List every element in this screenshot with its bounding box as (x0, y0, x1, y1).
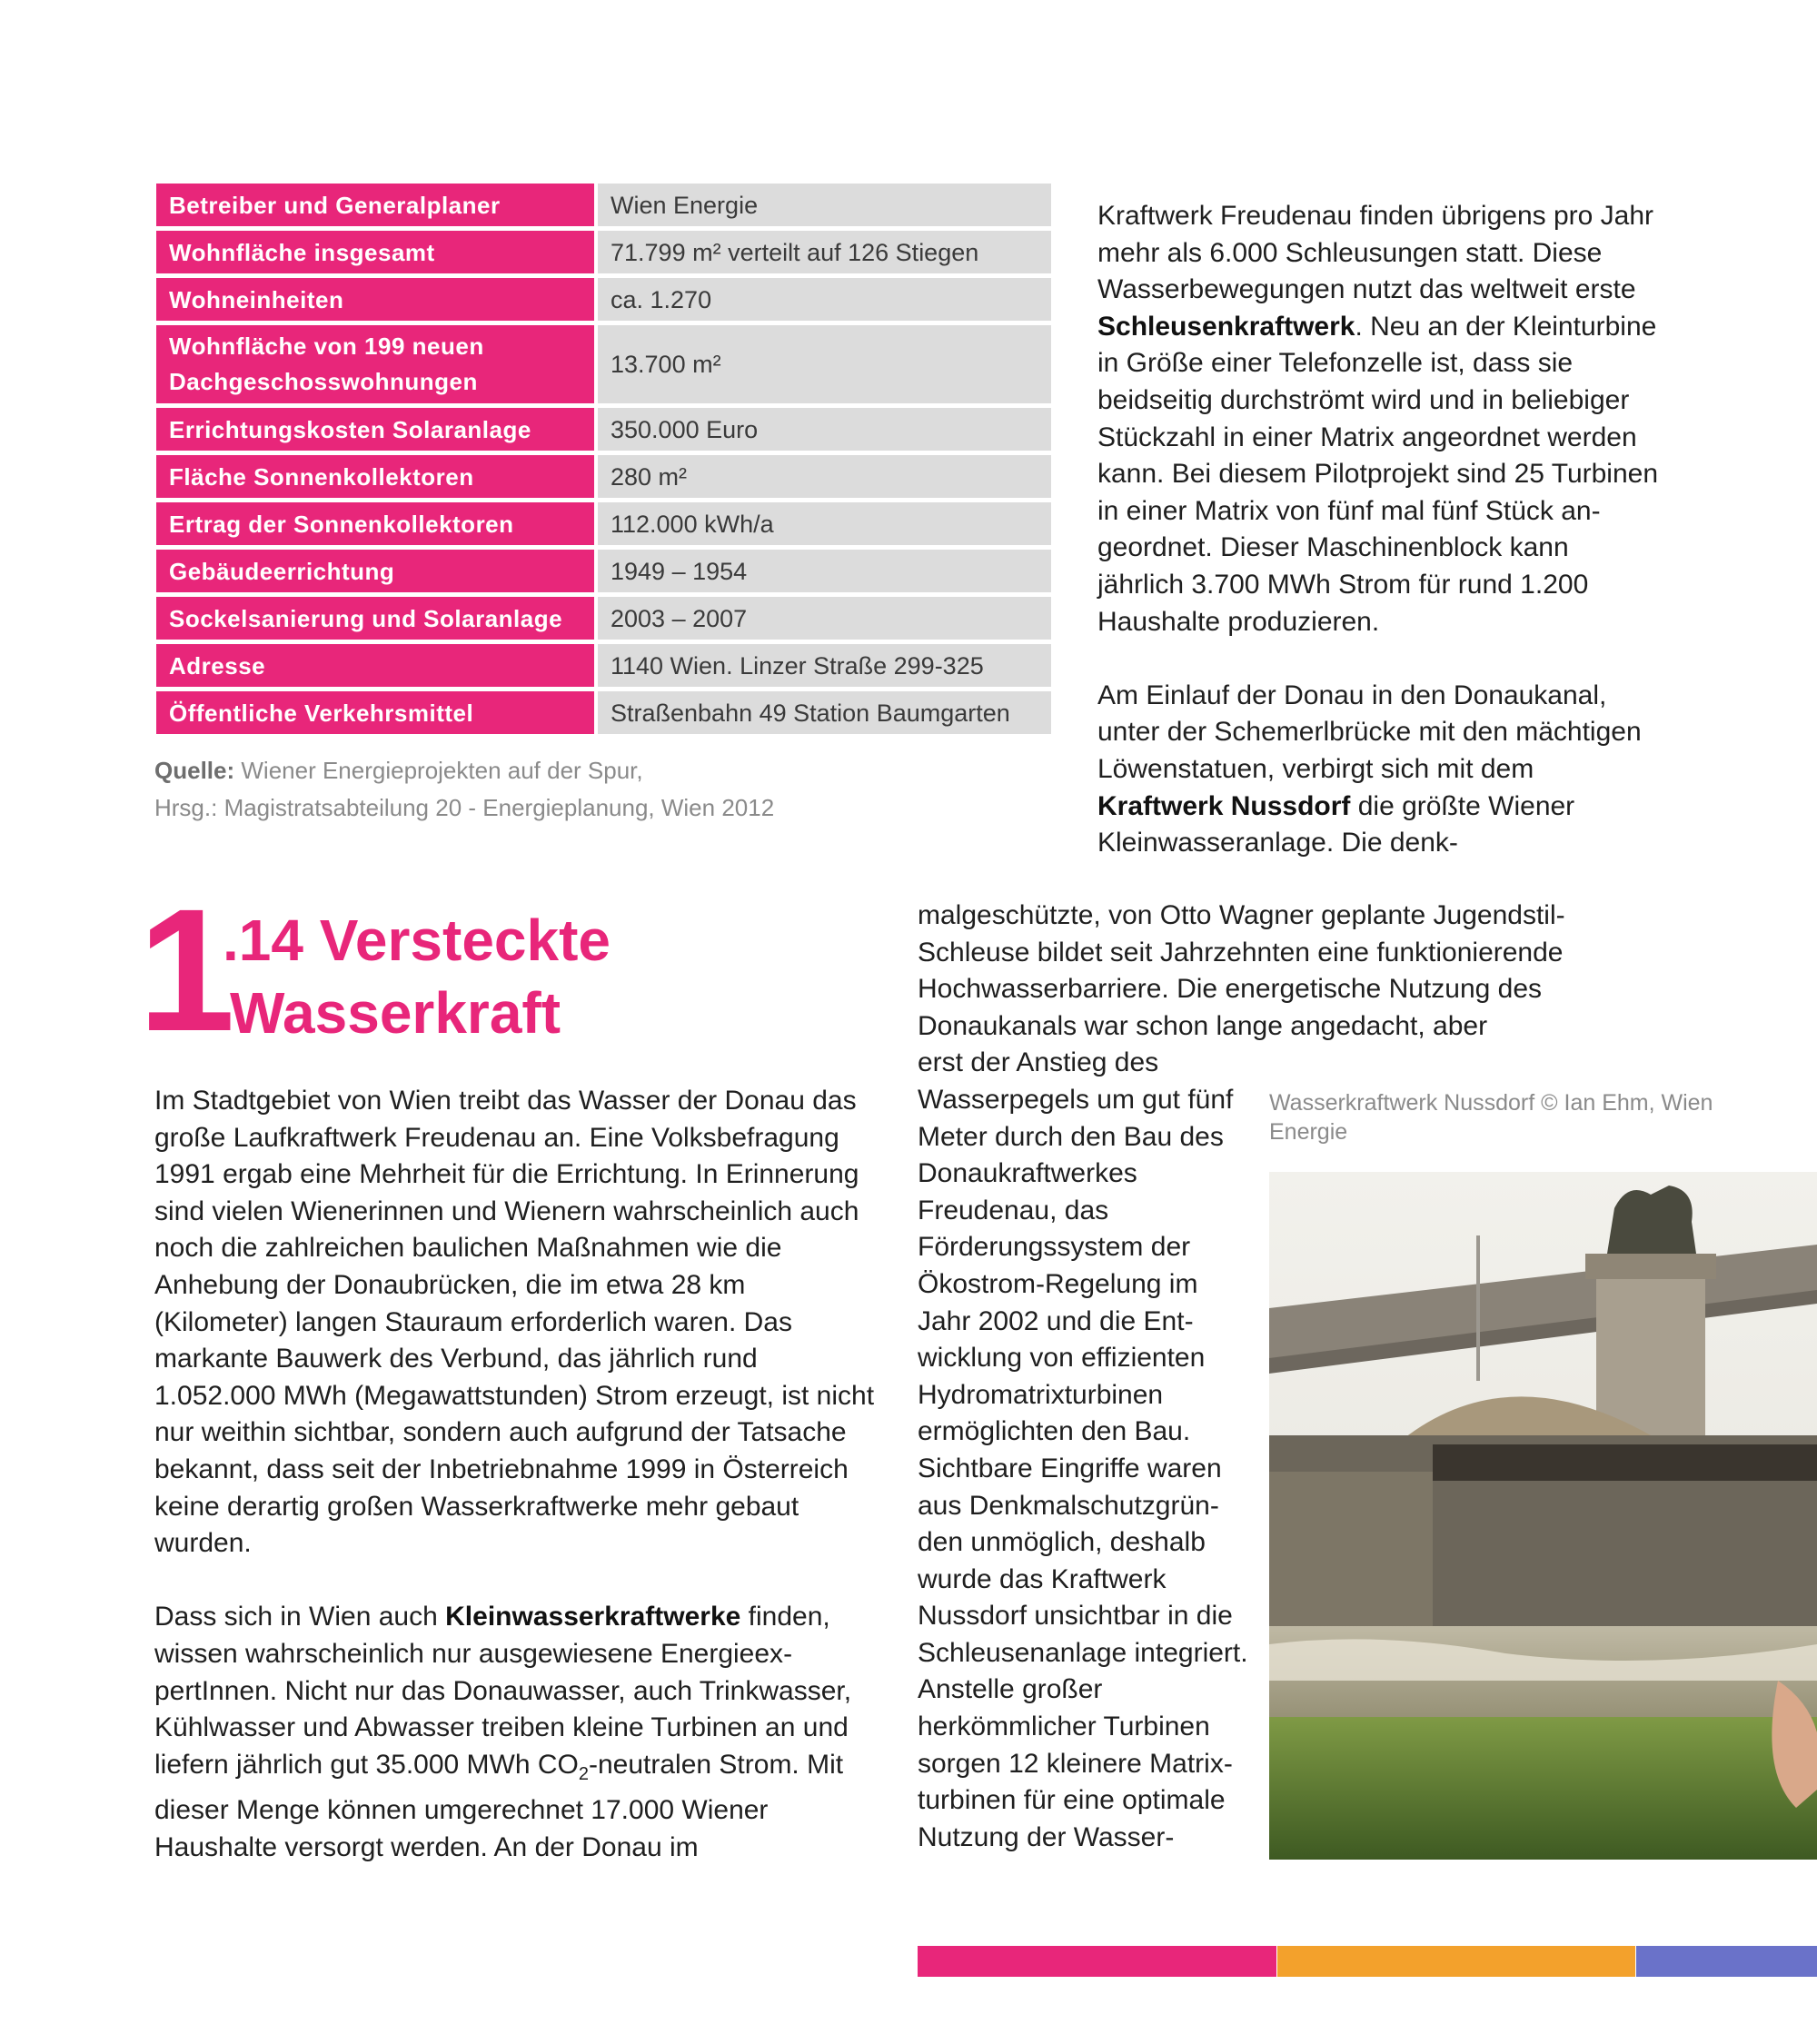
footer-bar-orange (1277, 1946, 1635, 1977)
section-title-line-2: Wasserkraft (230, 980, 561, 1046)
fact-label: Sockelsanierung und Solaranlage (156, 597, 598, 640)
fact-value: 1140 Wien. Linzer Straße 299-325 (598, 644, 1051, 687)
fact-label: Wohnfläche insgesamt (156, 231, 598, 273)
source-line-2: Hrsg.: Magistratsabteilung 20 - Energieplanung, Wien 2012 (154, 794, 775, 821)
photo-nussdorf (1269, 1172, 1817, 1860)
section-number-big: 1 (138, 872, 235, 1067)
source-label: Quelle: (154, 757, 235, 784)
footer-bar-magenta (918, 1946, 1276, 1977)
table-row (156, 502, 1051, 545)
fact-label: Gebäudeerrichtung (156, 550, 598, 592)
paragraph: Kraftwerk Freudenau finden übrigens pro Jahr mehr als 6.000 Schleusungen statt. Diese Wasserbewegungen nutzt das weltweit erste Schleusenkraftwerk. Neu an der Kleinturbine in Größe einer Telefonzelle ist, dass sie beidseitig durchströmt wird und in beliebiger Stückzahl in einer Matrix angeordnet werden kann. Bei diesem Pilotprojekt sind 25 Turbinen in einer Matrix von fünf mal fünf Stück angeordnet. Dieser Maschinenblock kann jährlich 3.700 MWh Strom für rund 1.200 Haushalte produzieren. (1097, 201, 1659, 637)
fact-value: Straßenbahn 49 Station Baumgarten (598, 691, 1051, 734)
table-row (156, 278, 1051, 321)
paragraph: Am Einlauf der Donau in den Donaukanal, unter der Schemerlbrücke mit den mächtigen Löwenstatuen, verbirgt sich mit dem Kraftwerk Nussdorf die größte Wiener Kleinwasseranlage. Die denk- (1097, 680, 1642, 858)
section-heading (223, 904, 611, 1049)
table-row (156, 325, 1051, 403)
emphasis: Kraftwerk Nussdorf (1097, 790, 1351, 821)
fact-label: Wohneinheiten (156, 278, 598, 321)
emphasis: Schleusenkraftwerk (1097, 311, 1355, 342)
fact-value: 2003 – 2007 (598, 597, 1051, 640)
table-row (156, 184, 1051, 226)
source-note (154, 752, 774, 827)
fact-label: Errichtungskosten Solaranlage (156, 408, 598, 451)
paragraph-narrow: erst der Anstieg des Wasserpegels um gut fünf Meter durch den Bau des Donaukraftwerkes Freudenau, das Förderungssystem der Ökostrom-Regelung im Jahr 2002 und die Entwicklung von effizienten Hydromatrixturbinen ermöglichten den Bau. Sichtbare Eingriffe waren aus Denkmalschutzgründen unmöglich, deshalb wurde das Kraftwerk Nussdorf unsichtbar in die Schleusenanlage integriert. Anstelle großer herkömmlicher Turbinen sorgen 12 kleinere Matrixturbinen für eine optimale Nutzung der Wasser- (918, 1047, 1248, 1852)
fact-value: 350.000 Euro (598, 408, 1051, 451)
facts-table (156, 179, 1051, 739)
section-number-rest: .14 (223, 908, 303, 973)
paragraph-wide: malgeschützte, von Otto Wagner geplante Jugendstil-Schleuse bildet seit Jahrzehnten eine funktionierende Hochwasserbarriere. Die energetische Nutzung des Donaukanals war schon lange angedacht, aber (918, 900, 1565, 1041)
left-column-text (154, 1083, 881, 1866)
fact-label: Ertrag der Sonnenkollektoren (156, 502, 598, 545)
paragraph: Dass sich in Wien auch Kleinwasserkraftwerke finden, wissen wahrscheinlich nur ausgewiesene EnergieexpertInnen. Nicht nur das Donauwasser, auch Trinkwasser, Kühlwasser und Abwasser treiben kleine Turbinen an und liefern jährlich gut 35.000 MWh $CO_2$-neutralen Strom. Mit dieser Menge können umgerechnet 17.000 Wiener Haushalte versorgt werden. An der Donau im (154, 1602, 852, 1862)
footer-bar-blue (1636, 1946, 1817, 1977)
fact-value: ca. 1.270 (598, 278, 1051, 321)
fact-value: 1949 – 1954 (598, 550, 1051, 592)
source-line-1: Wiener Energieprojekten auf der Spur, (241, 757, 643, 784)
right-column-text (1097, 198, 1661, 862)
table-row (156, 597, 1051, 640)
fact-value: 280 m² (598, 455, 1051, 498)
table-row (156, 691, 1051, 734)
table-row (156, 644, 1051, 687)
fact-label: Wohnfläche von 199 neuen Dachgeschosswohnungen (156, 325, 598, 403)
table-row (156, 455, 1051, 498)
table-row (156, 231, 1051, 273)
table-row (156, 550, 1051, 592)
fact-value: Wien Energie (598, 184, 1051, 226)
fact-label: Betreiber und Generalplaner (156, 184, 598, 226)
paragraph: Im Stadtgebiet von Wien treibt das Wasser der Donau das große Laufkraftwerk Freudenau an. Eine Volksbefragung 1991 ergab eine Mehrheit für die Errichtung. In Erinnerung sind vielen Wienerinnen und Wienern wahrscheinlich auch noch die zahlreichen baulichen Maßnahmen wie die Anhebung der Donaubrücken, die im etwa 28 km (Kilometer) langen Stauraum erforderlich waren. Das markante Bauwerk des Verbund, das jährlich rund 1.052.000 MWh (Megawattstunden) Strom erzeugt, ist nicht nur weithin sichtbar, sondern auch aufgrund der Tatsache bekannt, dass seit der Inbetriebnahme 1999 in Österreich keine derartig großen Wasserkraftwerke mehr gebaut wurden. (154, 1086, 875, 1559)
table-row (156, 408, 1051, 451)
emphasis: Kleinwasserkraftwerke (445, 1602, 741, 1632)
fact-label: Öffentliche Verkehrsmittel (156, 691, 598, 734)
photo-caption: Wasserkraftwerk Nussdorf © Ian Ehm, Wien Energie (1269, 1090, 1713, 1145)
fact-value: 71.799 m² verteilt auf 126 Stiegen (598, 231, 1051, 273)
fact-label: Adresse (156, 644, 598, 687)
section-title-line-1: Versteckte (319, 908, 611, 973)
fact-value: 13.700 m² (598, 325, 1051, 403)
fact-value: 112.000 kWh/a (598, 502, 1051, 545)
fact-label: Fläche Sonnenkollektoren (156, 455, 598, 498)
